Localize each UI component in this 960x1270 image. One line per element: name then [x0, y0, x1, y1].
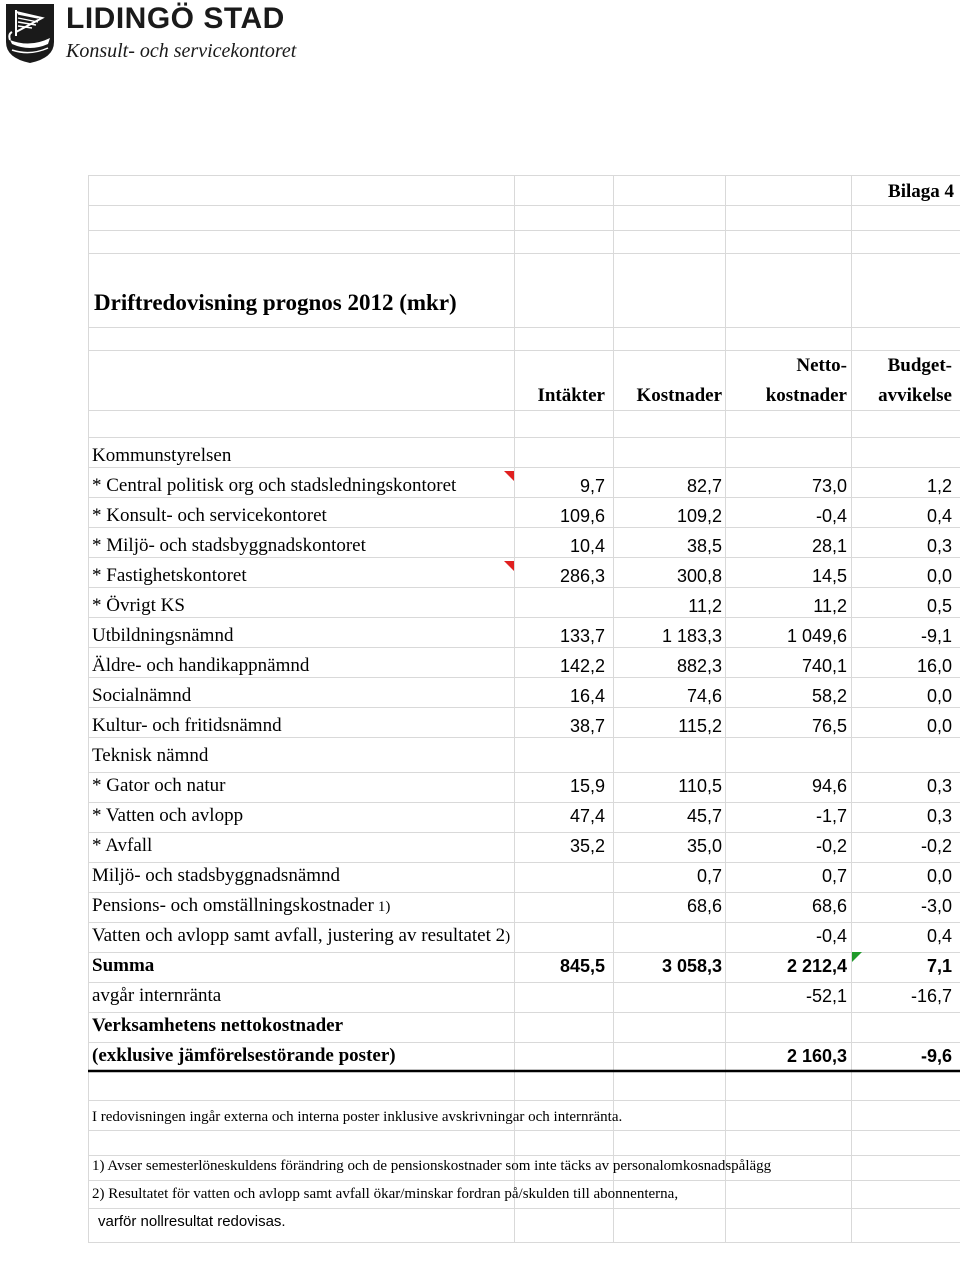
- row-label: [92, 565, 247, 587]
- cell-budget-deviation: -3,0: [920, 896, 952, 916]
- cell-income: 35,2: [569, 836, 605, 856]
- footnote-ref: 1): [377, 899, 391, 915]
- cell-budget-deviation: 0,4: [926, 926, 952, 946]
- viking-ship-emblem-icon: [2, 2, 58, 64]
- cell-budget-deviation: 0,3: [926, 536, 952, 556]
- row-label: [92, 805, 243, 827]
- page-title: Driftredovisning prognos 2012 (mkr): [94, 290, 457, 315]
- column-header-budget-line2: avvikelse: [878, 385, 952, 406]
- cell-net: -0,2: [815, 836, 847, 856]
- cell-income: 845,5: [559, 956, 605, 976]
- row-label-text: Kultur- och fritidsnämnd: [92, 715, 282, 736]
- cell-costs: 115,2: [678, 716, 722, 736]
- cell-income: 9,7: [579, 476, 605, 496]
- row-label-text: Äldre- och handikappnämnd: [92, 655, 310, 676]
- footnote-2-continued: varför nollresultat redovisas.: [98, 1213, 286, 1230]
- row-label: [92, 475, 456, 497]
- cell-net: 740,1: [801, 656, 847, 676]
- cell-budget-deviation: 1,2: [926, 476, 952, 496]
- cell-costs: 0,7: [696, 866, 722, 886]
- row-label-text: * Gator och natur: [92, 775, 226, 796]
- cell-costs: 3 058,3: [661, 956, 722, 976]
- cell-budget-deviation: 0,0: [926, 716, 952, 736]
- row-label-text: * Konsult- och servicekontoret: [92, 505, 327, 526]
- row-label-text: * Fastighetskontoret: [92, 565, 247, 586]
- spreadsheet: [88, 175, 960, 1243]
- cell-budget-deviation: 16,0: [916, 656, 952, 676]
- cell-net: 73,0: [811, 476, 847, 496]
- cell-budget-deviation: -9,1: [920, 626, 952, 646]
- cell-net: 28,1: [811, 536, 847, 556]
- row-label-text: Socialnämnd: [92, 685, 192, 706]
- cell-costs: 882,3: [676, 656, 722, 676]
- row-label-text: * Avfall: [92, 835, 153, 856]
- row-label: [92, 775, 225, 797]
- footnote-2: 2) Resultatet för vatten och avlopp samt avfall ökar/minskar fordran på/skulden till abonnenterna,: [92, 1186, 679, 1202]
- footnote-1: 1) Avser semesterlöneskuldens förändring och de pensionskostnader som inte täcks av personalomkosnadspålägg: [92, 1158, 772, 1174]
- header-logo: [0, 0, 320, 70]
- row-label: [92, 925, 510, 948]
- footnote-ref: ): [505, 929, 511, 945]
- cell-net: 2 212,4: [786, 956, 847, 976]
- column-header-income: Intäkter: [537, 385, 605, 406]
- cell-net: -1,7: [815, 806, 847, 826]
- cell-income: 47,4: [569, 806, 605, 826]
- row-label-text: Summa: [92, 955, 155, 976]
- column-header-costs: Kostnader: [636, 385, 722, 406]
- cell-budget-deviation: 0,3: [926, 776, 952, 796]
- row-label-text: Utbildningsnämnd: [92, 625, 234, 646]
- row-label-text: Verksamhetens nettokostnader: [92, 1015, 344, 1036]
- row-label-text: Kommunstyrelsen: [92, 445, 232, 466]
- cell-income: 286,3: [559, 566, 605, 586]
- row-label: [92, 535, 366, 557]
- cell-income: 109,6: [559, 506, 605, 526]
- row-label-text: * Miljö- och stadsbyggnadskontoret: [92, 535, 366, 556]
- cell-budget-deviation: 0,0: [926, 566, 952, 586]
- row-label: [92, 985, 221, 1007]
- cell-budget-deviation: 0,5: [926, 596, 952, 616]
- cell-costs: 45,7: [686, 806, 722, 826]
- row-label: [92, 955, 154, 977]
- row-label: [92, 745, 208, 767]
- comment-marker-icon: [502, 561, 514, 573]
- cell-costs: 300,8: [676, 566, 722, 586]
- row-label-text: (exklusive jämförelsestörande poster): [92, 1045, 396, 1066]
- cell-costs: 35,0: [686, 836, 722, 856]
- cell-costs: 68,6: [686, 896, 722, 916]
- row-label-text: Pensions- och omställningskostnader: [92, 895, 374, 916]
- cell-costs: 82,7: [686, 476, 722, 496]
- cell-budget-deviation: -16,7: [910, 986, 952, 1006]
- row-label-text: Teknisk nämnd: [92, 745, 209, 766]
- dept-name: Konsult- och servicekontoret: [66, 40, 297, 62]
- row-label: [92, 1015, 343, 1037]
- row-label-text: * Övrigt KS: [92, 595, 185, 616]
- cell-costs: 109,2: [676, 506, 722, 526]
- cell-budget-deviation: 0,0: [926, 686, 952, 706]
- row-label: [92, 895, 390, 918]
- row-label: [92, 835, 152, 857]
- cell-net: -0,4: [815, 926, 847, 946]
- cell-net: 1 049,6: [786, 626, 847, 646]
- cell-net: -52,1: [805, 986, 847, 1006]
- row-label-text: avgår internränta: [92, 985, 222, 1006]
- cell-grid: [88, 175, 960, 1243]
- row-label: [92, 655, 309, 677]
- column-header-net-line1: Netto-: [796, 355, 847, 376]
- cell-budget-deviation: -9,6: [920, 1046, 952, 1066]
- row-label-text: * Central politisk org och stadsledningskontoret: [92, 475, 457, 496]
- cell-income: 133,7: [559, 626, 605, 646]
- row-label: [92, 685, 191, 707]
- row-label: [92, 505, 327, 527]
- row-label: [92, 445, 231, 467]
- org-name: LIDINGÖ STAD: [66, 2, 285, 35]
- cell-income: 10,4: [569, 536, 605, 556]
- cell-net: 58,2: [811, 686, 847, 706]
- row-label: [92, 595, 185, 617]
- cell-net: 76,5: [811, 716, 847, 736]
- cell-net: 2 160,3: [786, 1046, 847, 1066]
- row-label: [92, 625, 233, 647]
- cell-budget-deviation: 0,4: [926, 506, 952, 526]
- row-label: [92, 865, 340, 887]
- cell-costs: 1 183,3: [661, 626, 722, 646]
- cell-income: 16,4: [569, 686, 605, 706]
- cell-costs: 38,5: [686, 536, 722, 556]
- column-header-budget-line1: Budget-: [887, 355, 952, 376]
- cell-income: 38,7: [569, 716, 605, 736]
- cell-budget-deviation: 7,1: [926, 956, 952, 976]
- cell-net: 14,5: [811, 566, 847, 586]
- row-label: [92, 1045, 396, 1067]
- cell-net: 11,2: [813, 596, 847, 616]
- row-label-text: Vatten och avlopp samt avfall, justering av resultatet 2: [92, 925, 506, 946]
- row-label-text: * Vatten och avlopp: [92, 805, 244, 826]
- cell-income: 15,9: [569, 776, 605, 796]
- row-label: [92, 715, 282, 737]
- cell-net: 68,6: [811, 896, 847, 916]
- cell-income: 142,2: [559, 656, 605, 676]
- cell-costs: 74,6: [686, 686, 722, 706]
- cell-budget-deviation: -0,2: [920, 836, 952, 856]
- row-label-text: Miljö- och stadsbyggnadsnämnd: [92, 865, 341, 886]
- column-header-net-line2: kostnader: [765, 385, 847, 406]
- cell-costs: 11,2: [688, 596, 722, 616]
- cell-net: 94,6: [811, 776, 847, 796]
- comment-marker-icon: [502, 471, 514, 483]
- cell-budget-deviation: 0,0: [926, 866, 952, 886]
- cell-budget-deviation: 0,3: [926, 806, 952, 826]
- cell-net: 0,7: [821, 866, 847, 886]
- attachment-label: Bilaga 4: [888, 181, 954, 202]
- cell-net: -0,4: [815, 506, 847, 526]
- cell-costs: 110,5: [678, 776, 722, 796]
- note-general: I redovisningen ingår externa och interna poster inklusive avskrivningar och internränta.: [92, 1109, 623, 1125]
